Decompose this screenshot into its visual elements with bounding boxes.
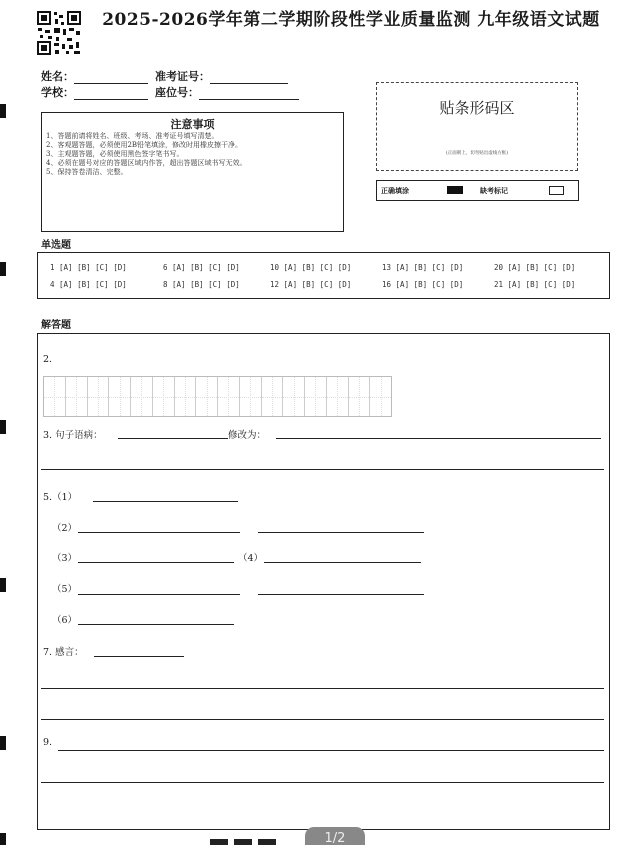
position-mark [0,420,6,434]
bottom-bar [0,827,640,845]
notice-title: 注意事项 [170,118,215,131]
barcode-area [376,82,578,171]
notice-item: 2、客观题答题，必须使用2B铅笔填涂，修改时用橡皮擦干净。 [46,141,243,149]
position-mark [0,104,6,118]
notice-item: 3、主观题答题，必须使用黑色签字笔书写。 [46,150,184,158]
answer-line[interactable] [41,688,604,689]
q5-6-label: （6） [52,615,78,626]
q3-fix-line[interactable] [276,438,601,439]
mcq-item[interactable]: 8 [A] [B] [C] [D] [163,280,240,289]
school-label: 学校： [41,86,74,99]
barcode-note: (正面朝上，切勿贴出虚线方框) [445,151,508,156]
answer-box [37,333,610,830]
mcq-item[interactable]: 13 [A] [B] [C] [D] [382,263,464,272]
q9-line[interactable] [58,750,604,751]
mcq-box [37,252,610,299]
notice-box [41,112,344,232]
q5-3-line[interactable] [78,562,234,563]
mcq-item[interactable]: 4 [A] [B] [C] [D] [50,280,127,289]
writing-grid[interactable] [43,376,392,417]
position-mark [0,736,6,750]
answer-line[interactable] [41,469,604,470]
seat-label: 座位号： [155,86,199,99]
q3-label: 3. 句子语病： [43,430,103,441]
q5-4-line[interactable] [264,562,421,563]
position-mark [0,578,6,592]
barcode-title: 贴条形码区 [439,99,515,117]
mcq-item[interactable]: 12 [A] [B] [C] [D] [270,280,352,289]
q5-2b-line[interactable] [258,532,424,533]
fill-legend [376,180,579,201]
mcq-item[interactable]: 6 [A] [B] [C] [D] [163,263,240,272]
absent-mark-label: 缺考标记 [480,186,508,195]
q9-label: 9. [43,737,53,748]
page-indicator: 1/2 [305,827,365,845]
answer-line[interactable] [41,782,604,783]
position-mark [0,833,6,845]
notice-item: 4、必须在题号对应的答题区域内作答，超出答题区域书写无效。 [46,159,247,167]
mcq-item[interactable]: 10 [A] [B] [C] [D] [270,263,352,272]
notice-item: 1、答题前请将姓名、班级、考场、准考证号填写清楚。 [46,132,219,140]
name-field[interactable] [74,71,148,84]
answer-line[interactable] [41,719,604,720]
q5-label: 5.（1） [43,492,78,503]
q2-label: 2. [43,354,53,365]
position-mark [0,262,6,276]
q3-error-line[interactable] [118,438,228,439]
footer-mark [234,839,252,845]
answer-section-title: 解答题 [41,320,71,331]
name-label: 姓名： [41,70,74,83]
absent-mark-box[interactable] [549,186,564,195]
q3-fix-label: 修改为： [228,430,267,441]
mcq-item[interactable]: 21 [A] [B] [C] [D] [494,280,576,289]
seat-field[interactable] [199,87,299,100]
q5-6-line[interactable] [78,624,234,625]
exam-number-label: 准考证号： [155,70,210,83]
q5-2-line[interactable] [78,532,240,533]
q5-1-line[interactable] [93,501,238,502]
exam-number-field[interactable] [210,71,288,84]
qr-code [36,10,82,56]
mcq-section-title: 单选题 [41,240,71,251]
notice-item: 5、保持答卷清洁、完整。 [46,168,128,176]
q7-title-line[interactable] [94,656,184,657]
school-field[interactable] [74,87,148,100]
correct-fill-label: 正确填涂 [381,186,409,195]
mcq-item[interactable]: 16 [A] [B] [C] [D] [382,280,464,289]
q7-label: 7. 感言： [43,647,84,658]
exam-title: 2025-2026学年第二学期阶段性学业质量监测 九年级语文试题 [102,10,600,30]
footer-mark [258,839,276,845]
q5-5-line[interactable] [78,594,240,595]
mcq-item[interactable]: 1 [A] [B] [C] [D] [50,263,127,272]
mcq-item[interactable]: 20 [A] [B] [C] [D] [494,263,576,272]
filled-mark-icon [447,186,463,194]
footer-mark [210,839,228,845]
q5-2-label: （2） [52,523,78,534]
q5-4-label: （4） [238,553,264,564]
q5-3-label: （3） [52,553,78,564]
q5-5-label: （5） [52,584,78,595]
q5-5b-line[interactable] [258,594,424,595]
